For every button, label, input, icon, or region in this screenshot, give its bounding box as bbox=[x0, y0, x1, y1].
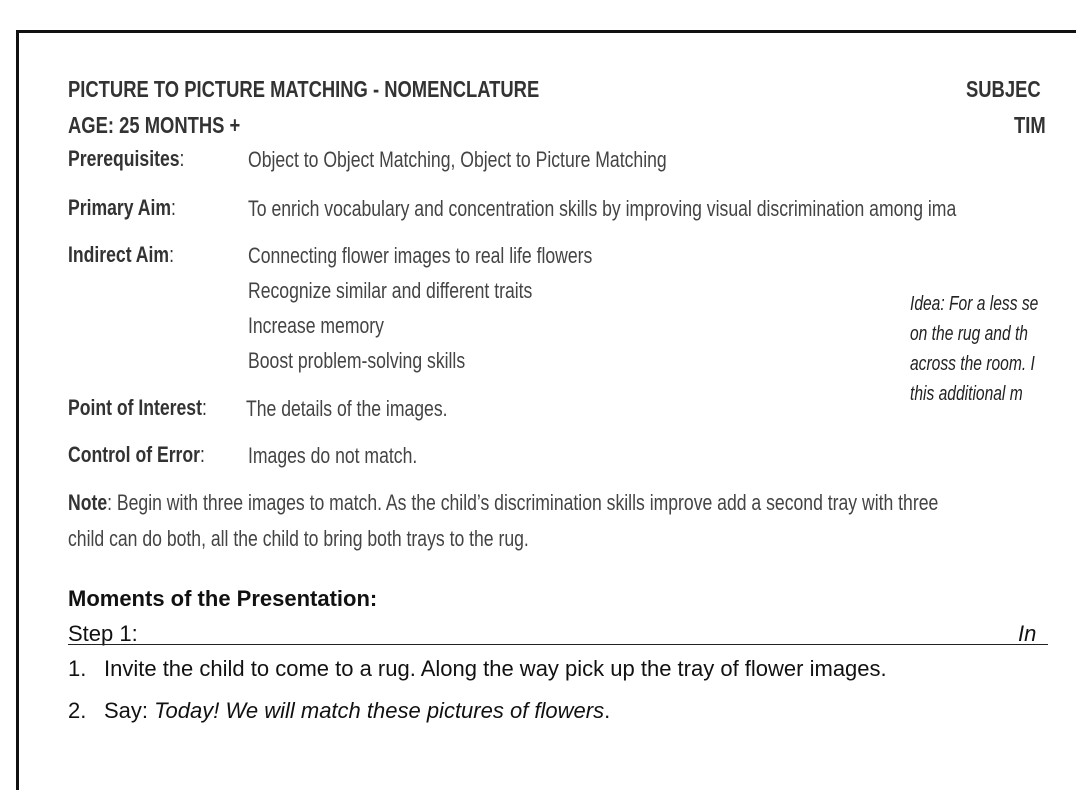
prerequisites-label: Prerequisites: bbox=[68, 146, 185, 171]
prerequisites-value: Object to Object Matching, Object to Picture Matching bbox=[248, 147, 667, 172]
indirect-aim-label: Indirect Aim: bbox=[68, 242, 174, 267]
control-of-error-row bbox=[68, 442, 239, 468]
indirect-aim-item: Connecting flower images to real life flowers bbox=[248, 243, 593, 268]
list-item bbox=[68, 698, 610, 724]
idea-line: this additional m bbox=[910, 383, 1023, 405]
note-line-1: Note: Begin with three images to match. As the child’s discrimination skills improve add a second tray with three bbox=[68, 490, 939, 515]
point-of-interest-value: The details of the images. bbox=[246, 396, 448, 421]
list-quote: Today! We will match these pictures of flowers bbox=[154, 698, 605, 723]
primary-aim-row bbox=[68, 195, 203, 221]
lesson-title: PICTURE TO PICTURE MATCHING - NOMENCLATURE bbox=[68, 76, 540, 102]
idea-line: across the room. I bbox=[910, 353, 1035, 375]
primary-aim-label: Primary Aim: bbox=[68, 195, 176, 220]
control-of-error-value: Images do not match. bbox=[248, 443, 418, 468]
list-suffix: . bbox=[604, 698, 611, 723]
list-number: 2. bbox=[68, 698, 87, 723]
point-of-interest-row bbox=[68, 395, 242, 421]
indirect-aim-item: Increase memory bbox=[248, 313, 384, 338]
list-text: Invite the child to come to a rug. Along the way pick up the tray of flower images. bbox=[104, 656, 887, 681]
idea-line: on the rug and th bbox=[910, 323, 1028, 345]
list-item bbox=[68, 656, 887, 682]
indirect-aim-row bbox=[68, 242, 200, 268]
control-of-error-label: Control of Error: bbox=[68, 442, 205, 467]
point-of-interest-label: Point of Interest: bbox=[68, 395, 207, 420]
subject-label: SUBJEC bbox=[966, 76, 1041, 102]
age-line: AGE: 25 MONTHS + bbox=[68, 112, 241, 138]
time-label: TIM bbox=[1014, 112, 1046, 138]
list-prefix: Say: bbox=[104, 698, 155, 723]
list-number: 1. bbox=[68, 656, 87, 681]
note-label: Note bbox=[68, 490, 108, 515]
primary-aim-value: To enrich vocabulary and concentration skills by improving visual discrimination among ima bbox=[248, 196, 957, 221]
indirect-aim-item: Recognize similar and different traits bbox=[248, 278, 533, 303]
idea-line: Idea: For a less se bbox=[910, 293, 1039, 315]
note-line-2: child can do both, all the child to bring both trays to the rug. bbox=[68, 526, 529, 551]
step-underline bbox=[68, 644, 1048, 645]
moments-title: Moments of the Presentation: bbox=[68, 586, 378, 611]
indirect-aim-item: Boost problem-solving skills bbox=[248, 348, 466, 373]
prerequisites-row bbox=[68, 146, 214, 172]
step-label: Step 1: bbox=[68, 621, 138, 646]
step-right-label: In bbox=[1018, 621, 1037, 646]
